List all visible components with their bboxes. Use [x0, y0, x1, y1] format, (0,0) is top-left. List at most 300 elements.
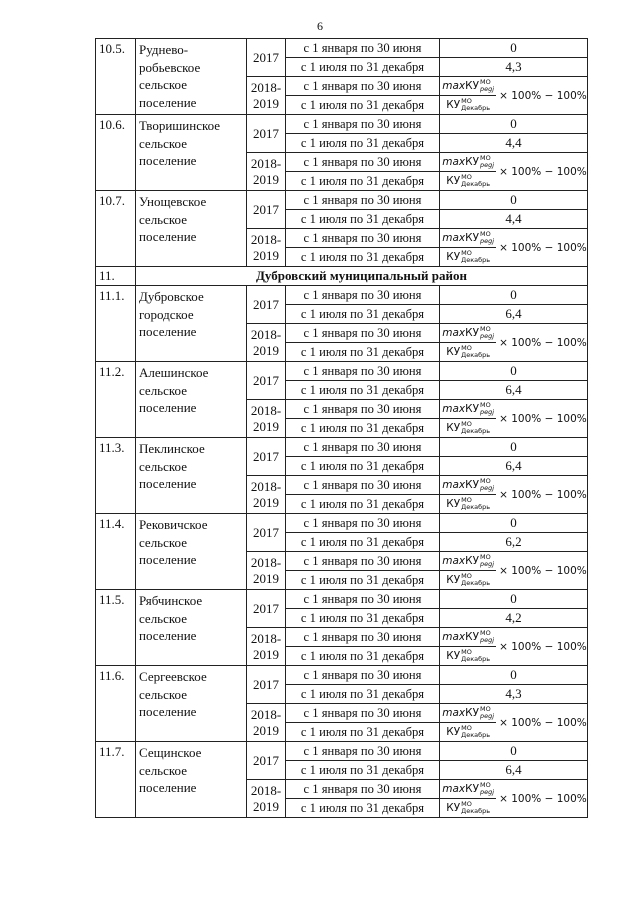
formula-numerator [440, 401, 496, 419]
year-2017: 2017 [247, 666, 286, 704]
formula-numerator [440, 781, 496, 799]
formula-sub: pegj [480, 636, 495, 644]
formula-sub: Декабрь [461, 180, 491, 188]
formula-denominator [444, 799, 492, 816]
year-line: 2018- [250, 155, 282, 171]
period-first-half: с 1 января по 30 июня [286, 400, 440, 419]
formula-ku: КУ [465, 707, 480, 719]
formula-sup: МО [461, 420, 472, 428]
formula-indices [461, 573, 490, 587]
district-number: 11. [96, 267, 136, 286]
formula-ku: КУ [465, 403, 480, 415]
formula-numerator [440, 230, 496, 248]
formula-cell [440, 476, 588, 514]
formula [440, 154, 587, 190]
settlement-row [96, 39, 588, 58]
value-second-half: 6,4 [440, 457, 588, 476]
settlement-row [96, 666, 588, 685]
formula-sup: МО [480, 705, 491, 713]
formula [440, 78, 587, 114]
value-first-half: 0 [440, 590, 588, 609]
formula-tail: × 100% − 100% [499, 412, 587, 425]
settlement-name [136, 666, 247, 742]
year-line: 2018- [250, 554, 282, 570]
page-number: 6 [317, 19, 323, 33]
value-first-half: 0 [440, 742, 588, 761]
formula-tail: × 100% − 100% [499, 336, 587, 349]
row-number: 11.4. [96, 514, 136, 590]
formula-sup: МО [461, 249, 472, 257]
formula-tail: × 100% − 100% [499, 488, 587, 501]
formula-indices [480, 326, 494, 340]
value-second-half: 4,3 [440, 58, 588, 77]
value-second-half: 4,3 [440, 685, 588, 704]
row-number: 10.7. [96, 191, 136, 267]
year-2017: 2017 [247, 39, 286, 77]
period-first-half: с 1 января по 30 июня [286, 191, 440, 210]
formula-numerator [440, 325, 496, 343]
formula-fraction [440, 401, 496, 436]
formula-sub: pegj [480, 332, 495, 340]
formula-sup: МО [480, 78, 491, 86]
formula-indices [480, 630, 494, 644]
value-first-half: 0 [440, 286, 588, 305]
formula-numerator [440, 553, 496, 571]
formula-tail: × 100% − 100% [499, 89, 587, 102]
row-number: 10.5. [96, 39, 136, 115]
formula-indices [480, 554, 494, 568]
formula-ku: КУ [446, 726, 461, 738]
year-line: 2019 [253, 798, 279, 814]
value-first-half: 0 [440, 115, 588, 134]
value-first-half: 0 [440, 362, 588, 381]
formula-ku: КУ [446, 422, 461, 434]
settlement-name-line: сельское [139, 534, 187, 550]
settlement-row [96, 286, 588, 305]
formula-tail: × 100% − 100% [499, 640, 587, 653]
year-line: 2019 [253, 95, 279, 111]
formula-sup: МО [461, 572, 472, 580]
period-second-half: с 1 июля по 31 декабря [286, 647, 440, 666]
formula-max: max [442, 479, 466, 491]
formula-indices [480, 79, 494, 93]
value-first-half: 0 [440, 39, 588, 58]
formula-sup: МО [480, 325, 491, 333]
settlement-row [96, 742, 588, 761]
period-first-half: с 1 января по 30 июня [286, 666, 440, 685]
formula-numerator [440, 477, 496, 495]
year-2017: 2017 [247, 514, 286, 552]
period-first-half: с 1 января по 30 июня [286, 362, 440, 381]
row-number: 11.5. [96, 590, 136, 666]
value-second-half: 6,4 [440, 761, 588, 780]
tariff-table [95, 38, 588, 818]
formula-tail: × 100% − 100% [499, 564, 587, 577]
formula-tail: × 100% − 100% [499, 165, 587, 178]
settlement-name [136, 191, 247, 267]
settlement-name-line: Пеклинское [139, 441, 205, 456]
settlement-name-line: Алешинское [139, 365, 209, 380]
formula-sup: МО [461, 724, 472, 732]
formula-cell [440, 153, 588, 191]
settlement-name-line: сельское [139, 458, 187, 474]
settlement-name-line: городское [139, 306, 194, 322]
formula-indices [461, 801, 490, 815]
formula-numerator [440, 78, 496, 96]
formula [440, 401, 587, 437]
settlement-name-line: поселение [139, 400, 197, 415]
formula-denominator [444, 647, 492, 664]
settlement-name-line: сельское [139, 610, 187, 626]
settlement-name-line: Рековичское [139, 517, 208, 532]
period-first-half: с 1 января по 30 июня [286, 514, 440, 533]
formula-max: max [442, 80, 466, 92]
formula-cell [440, 780, 588, 818]
period-second-half: с 1 июля по 31 декабря [286, 134, 440, 153]
formula-sub: pegj [480, 560, 495, 568]
year-line: 2018- [250, 478, 282, 494]
formula-cell [440, 400, 588, 438]
formula-sub: pegj [480, 484, 495, 492]
year-2018-2019 [247, 552, 286, 590]
period-second-half: с 1 июля по 31 декабря [286, 571, 440, 590]
formula-indices [480, 478, 494, 492]
formula-ku: КУ [465, 555, 480, 567]
formula-sub: pegj [480, 85, 495, 93]
formula-ku: КУ [465, 80, 480, 92]
period-first-half: с 1 января по 30 июня [286, 115, 440, 134]
value-first-half: 0 [440, 666, 588, 685]
settlement-row [96, 191, 588, 210]
settlement-name-line: поселение [139, 324, 197, 339]
formula-indices [480, 782, 494, 796]
year-2017: 2017 [247, 286, 286, 324]
formula-denominator [444, 419, 492, 436]
year-2018-2019 [247, 704, 286, 742]
period-second-half: с 1 июля по 31 декабря [286, 799, 440, 818]
formula-numerator [440, 629, 496, 647]
formula-ku: КУ [465, 783, 480, 795]
formula-max: max [442, 232, 466, 244]
formula-indices [461, 649, 490, 663]
formula-indices [461, 98, 490, 112]
year-line: 2019 [253, 171, 279, 187]
settlement-name-line: поселение [139, 780, 197, 795]
value-first-half: 0 [440, 191, 588, 210]
formula-ku: КУ [446, 175, 461, 187]
formula-indices [480, 402, 494, 416]
formula-indices [461, 421, 490, 435]
year-2017: 2017 [247, 115, 286, 153]
formula-denominator [444, 723, 492, 740]
settlement-name-line: Дубровское [139, 289, 204, 304]
period-first-half: с 1 января по 30 июня [286, 438, 440, 457]
settlement-row [96, 438, 588, 457]
formula-fraction [440, 705, 496, 740]
settlement-name [136, 39, 247, 115]
formula-fraction [440, 230, 496, 265]
value-second-half: 6,2 [440, 533, 588, 552]
value-first-half: 0 [440, 514, 588, 533]
formula-tail: × 100% − 100% [499, 716, 587, 729]
period-first-half: с 1 января по 30 июня [286, 780, 440, 799]
settlement-row [96, 590, 588, 609]
settlement-name-line: поселение [139, 552, 197, 567]
formula-indices [461, 725, 490, 739]
formula-ku: КУ [446, 251, 461, 263]
formula [440, 781, 587, 817]
formula-sup: МО [461, 800, 472, 808]
formula-ku: КУ [446, 346, 461, 358]
formula-sub: pegj [480, 237, 495, 245]
settlement-name-line: сельское [139, 686, 187, 702]
period-second-half: с 1 июля по 31 декабря [286, 495, 440, 514]
period-first-half: с 1 января по 30 июня [286, 77, 440, 96]
period-second-half: с 1 июля по 31 декабря [286, 343, 440, 362]
year-2017: 2017 [247, 742, 286, 780]
period-first-half: с 1 января по 30 июня [286, 704, 440, 723]
year-line: 2018- [250, 630, 282, 646]
settlement-name-line: поселение [139, 704, 197, 719]
value-second-half: 4,4 [440, 210, 588, 229]
year-line: 2019 [253, 342, 279, 358]
row-number: 11.6. [96, 666, 136, 742]
formula-ku: КУ [465, 479, 480, 491]
year-2018-2019 [247, 780, 286, 818]
formula-sub: Декабрь [461, 807, 491, 815]
settlement-name-line: Сергеевское [139, 669, 207, 684]
formula-indices [461, 174, 490, 188]
formula-cell [440, 324, 588, 362]
year-2018-2019 [247, 476, 286, 514]
period-second-half: с 1 июля по 31 декабря [286, 761, 440, 780]
formula-cell [440, 704, 588, 742]
settlement-row [96, 115, 588, 134]
formula-indices [461, 497, 490, 511]
formula-sup: МО [480, 553, 491, 561]
formula-ku: КУ [446, 498, 461, 510]
formula-sub: Декабрь [461, 731, 491, 739]
settlement-name-line: поселение [139, 476, 197, 491]
settlement-name [136, 438, 247, 514]
settlement-name-line: сельское [139, 762, 187, 778]
period-first-half: с 1 января по 30 июня [286, 286, 440, 305]
year-2018-2019 [247, 153, 286, 191]
formula-max: max [442, 707, 466, 719]
formula-cell [440, 77, 588, 115]
period-second-half: с 1 июля по 31 декабря [286, 248, 440, 267]
settlement-name [136, 590, 247, 666]
settlement-name [136, 286, 247, 362]
formula-sub: Декабрь [461, 503, 491, 511]
year-2018-2019 [247, 324, 286, 362]
settlement-name-line: Унощевское [139, 194, 207, 209]
year-2017: 2017 [247, 590, 286, 628]
period-second-half: с 1 июля по 31 декабря [286, 685, 440, 704]
year-line: 2018- [250, 79, 282, 95]
value-second-half: 6,4 [440, 381, 588, 400]
year-2017: 2017 [247, 438, 286, 476]
formula-sup: МО [461, 344, 472, 352]
period-first-half: с 1 января по 30 июня [286, 590, 440, 609]
settlement-name-line: сельское [139, 77, 187, 92]
formula-max: max [442, 156, 466, 168]
formula-cell [440, 628, 588, 666]
formula-numerator [440, 705, 496, 723]
year-line: 2018- [250, 326, 282, 342]
formula-ku: КУ [446, 802, 461, 814]
period-first-half: с 1 января по 30 июня [286, 39, 440, 58]
period-second-half: с 1 июля по 31 декабря [286, 381, 440, 400]
formula-sub: Декабрь [461, 655, 491, 663]
settlement-name-line: робьевское [139, 59, 201, 75]
year-line: 2019 [253, 247, 279, 263]
year-2018-2019 [247, 400, 286, 438]
settlement-name-line: Сещинское [139, 745, 202, 760]
year-line: 2018- [250, 782, 282, 798]
year-2017: 2017 [247, 191, 286, 229]
formula-sup: МО [461, 496, 472, 504]
settlement-row [96, 362, 588, 381]
formula-ku: КУ [465, 156, 480, 168]
formula-sub: Декабрь [461, 256, 491, 264]
formula-denominator [444, 495, 492, 512]
period-first-half: с 1 января по 30 июня [286, 229, 440, 248]
settlement-name-line: поселение [139, 153, 197, 168]
formula-max: max [442, 783, 466, 795]
formula-ku: КУ [446, 99, 461, 111]
formula-sup: МО [480, 401, 491, 409]
formula-fraction [440, 154, 496, 189]
period-first-half: с 1 января по 30 июня [286, 552, 440, 571]
period-first-half: с 1 января по 30 июня [286, 742, 440, 761]
formula-fraction [440, 78, 496, 113]
value-second-half: 4,4 [440, 134, 588, 153]
formula-sup: МО [461, 173, 472, 181]
year-2017: 2017 [247, 362, 286, 400]
formula-fraction [440, 553, 496, 588]
formula-denominator [444, 248, 492, 265]
formula-fraction [440, 629, 496, 664]
period-second-half: с 1 июля по 31 декабря [286, 210, 440, 229]
settlement-name-line: Творишинское [139, 118, 221, 133]
formula-denominator [444, 343, 492, 360]
formula-indices [480, 155, 494, 169]
formula-sup: МО [480, 477, 491, 485]
value-first-half: 0 [440, 438, 588, 457]
formula-fraction [440, 781, 496, 816]
period-second-half: с 1 июля по 31 декабря [286, 58, 440, 77]
formula-ku: КУ [446, 574, 461, 586]
formula-denominator [444, 172, 492, 189]
formula-ku: КУ [465, 327, 480, 339]
year-line: 2019 [253, 722, 279, 738]
value-second-half: 6,4 [440, 305, 588, 324]
settlement-name-line: Руднево- [139, 42, 189, 57]
district-name: Дубровский муниципальный район [136, 267, 588, 286]
period-second-half: с 1 июля по 31 декабря [286, 419, 440, 438]
formula-indices [461, 345, 490, 359]
formula-indices [480, 231, 494, 245]
formula [440, 705, 587, 741]
formula-sup: МО [480, 154, 491, 162]
formula-sub: pegj [480, 712, 495, 720]
period-second-half: с 1 июля по 31 декабря [286, 96, 440, 115]
settlement-name [136, 514, 247, 590]
period-first-half: с 1 января по 30 июня [286, 628, 440, 647]
year-line: 2018- [250, 402, 282, 418]
formula-max: max [442, 403, 466, 415]
year-line: 2019 [253, 570, 279, 586]
settlement-name [136, 115, 247, 191]
formula [440, 230, 587, 266]
formula-sub: Декабрь [461, 427, 491, 435]
formula-numerator [440, 154, 496, 172]
formula-max: max [442, 327, 466, 339]
district-row [96, 267, 588, 286]
year-2018-2019 [247, 628, 286, 666]
year-line: 2018- [250, 231, 282, 247]
formula-sup: МО [480, 230, 491, 238]
formula-sub: pegj [480, 408, 495, 416]
settlement-name-line: сельское [139, 135, 187, 151]
formula-sub: Декабрь [461, 351, 491, 359]
formula-cell [440, 552, 588, 590]
formula-cell [440, 229, 588, 267]
period-second-half: с 1 июля по 31 декабря [286, 723, 440, 742]
formula-ku: КУ [465, 631, 480, 643]
formula-max: max [442, 631, 466, 643]
row-number: 11.3. [96, 438, 136, 514]
formula-sub: pegj [480, 161, 495, 169]
settlement-name-line: сельское [139, 382, 187, 398]
period-first-half: с 1 января по 30 июня [286, 324, 440, 343]
period-first-half: с 1 января по 30 июня [286, 153, 440, 172]
row-number: 11.7. [96, 742, 136, 818]
formula-fraction [440, 477, 496, 512]
row-number: 11.2. [96, 362, 136, 438]
formula-sub: Декабрь [461, 579, 491, 587]
period-second-half: с 1 июля по 31 декабря [286, 457, 440, 476]
formula-sup: МО [480, 781, 491, 789]
year-2018-2019 [247, 229, 286, 267]
period-first-half: с 1 января по 30 июня [286, 476, 440, 495]
settlement-name-line: сельское [139, 211, 187, 227]
year-2018-2019 [247, 77, 286, 115]
value-second-half: 4,2 [440, 609, 588, 628]
formula-tail: × 100% − 100% [499, 792, 587, 805]
formula-denominator [444, 96, 492, 113]
row-number: 11.1. [96, 286, 136, 362]
formula-tail: × 100% − 100% [499, 241, 587, 254]
row-number: 10.6. [96, 115, 136, 191]
settlement-name-line: поселение [139, 229, 197, 244]
settlement-name-line: поселение [139, 94, 197, 110]
formula-ku: КУ [465, 232, 480, 244]
formula-max: max [442, 555, 466, 567]
formula [440, 325, 587, 361]
year-line: 2019 [253, 418, 279, 434]
formula-sup: МО [461, 97, 472, 105]
formula [440, 477, 587, 513]
year-line: 2019 [253, 494, 279, 510]
formula-indices [480, 706, 494, 720]
formula-sub: Декабрь [461, 104, 491, 112]
year-line: 2018- [250, 706, 282, 722]
formula-ku: КУ [446, 650, 461, 662]
period-second-half: с 1 июля по 31 декабря [286, 533, 440, 552]
settlement-name-line: Рябчинское [139, 593, 203, 608]
